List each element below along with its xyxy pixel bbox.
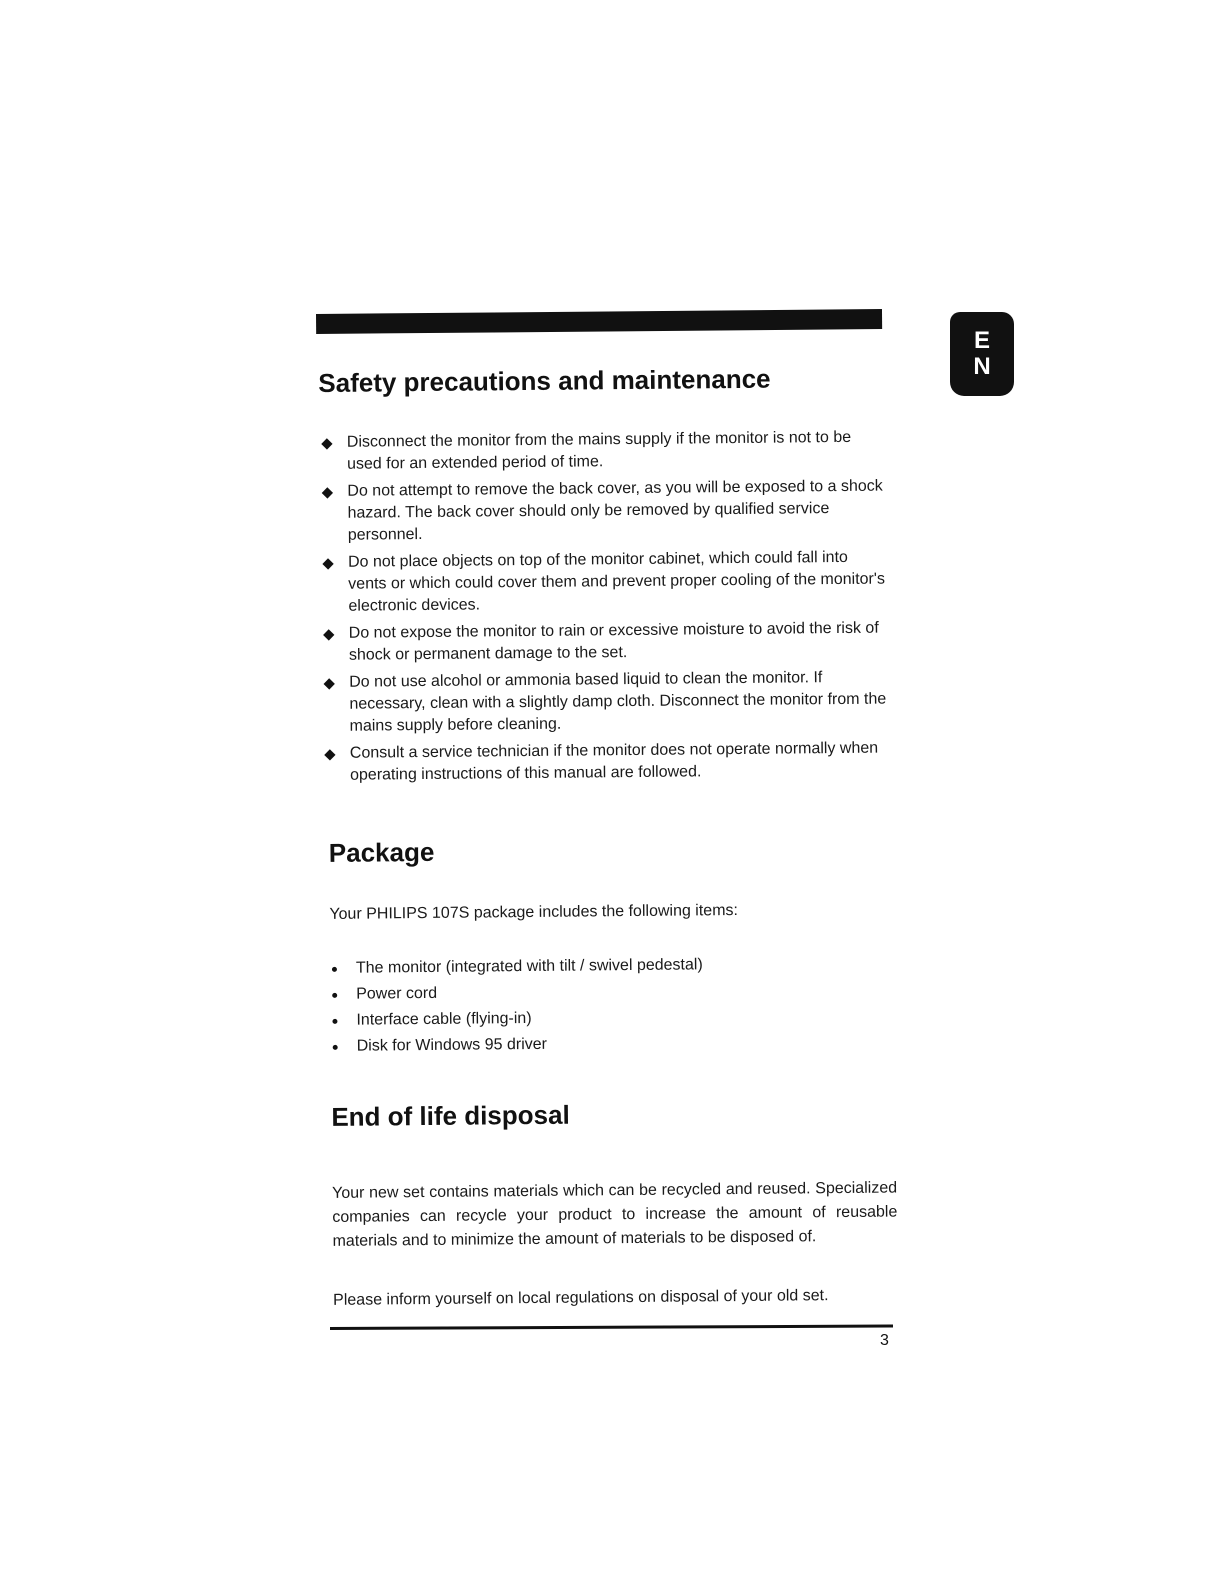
diamond-bullet-icon xyxy=(323,629,334,640)
safety-item-text: Do not attempt to remove the back cover, as you will be exposed to a shock hazard. The back cover should only be removed by qualified service personnel. xyxy=(347,477,883,544)
package-intro: Your PHILIPS 107S package includes the following items: xyxy=(329,901,739,923)
package-heading: Package xyxy=(328,836,435,868)
language-tab xyxy=(950,312,1014,396)
package-item xyxy=(330,1004,703,1034)
package-item-text: Disk for Windows 95 driver xyxy=(356,1035,548,1055)
safety-list xyxy=(319,427,892,792)
safety-heading: Safety precautions and maintenance xyxy=(318,363,771,398)
disposal-paragraph: Your new set contains materials which can be recycled and reused. Specialized companies can recycle your product to increase the amount of reusable materials and to minimize the amount of materials to be disposed of. xyxy=(332,1179,898,1250)
safety-item xyxy=(319,427,889,476)
bullet-dot-icon xyxy=(332,1019,337,1024)
diamond-bullet-icon xyxy=(321,438,332,449)
package-item-text: The monitor (integrated with tilt / swivel pedestal) xyxy=(355,956,703,977)
bullet-dot-icon xyxy=(332,993,337,998)
safety-item-text: Do not place objects on top of the monitor cabinet, which could fall into vents or which could cover them and prevent proper cooling of the monitor's electronic devices. xyxy=(347,548,885,615)
package-item xyxy=(330,952,703,982)
disposal-heading: End of life disposal xyxy=(331,1099,570,1132)
safety-item-text: Consult a service technician if the monitor does not operate normally when operating instructions of this manual are followed. xyxy=(349,739,879,784)
safety-item xyxy=(322,738,892,787)
safety-item xyxy=(321,667,892,738)
package-item xyxy=(331,1030,704,1060)
page-content xyxy=(318,344,898,1309)
package-list xyxy=(330,952,704,1060)
diamond-bullet-icon xyxy=(324,678,335,689)
package-item xyxy=(330,978,703,1008)
diamond-bullet-icon xyxy=(324,749,335,760)
top-rule xyxy=(316,309,882,334)
language-tab-letter: N xyxy=(973,353,991,380)
bullet-dot-icon xyxy=(332,967,337,972)
bullet-dot-icon xyxy=(333,1045,338,1050)
package-item-text: Power cord xyxy=(356,984,438,1003)
disposal-note: Please inform yourself on local regulations on disposal of your old set. xyxy=(333,1287,829,1309)
page-number: 3 xyxy=(880,1332,889,1349)
safety-item xyxy=(321,618,891,667)
safety-item xyxy=(320,547,891,618)
safety-item xyxy=(319,476,890,547)
diamond-bullet-icon xyxy=(322,558,333,569)
language-tab-letter: E xyxy=(973,327,990,354)
bottom-rule xyxy=(330,1325,893,1330)
safety-item-text: Disconnect the monitor from the mains supply if the monitor is not to be used for an extended period of time. xyxy=(346,428,852,473)
package-item-text: Interface cable (flying-in) xyxy=(356,1009,532,1029)
diamond-bullet-icon xyxy=(322,487,333,498)
safety-item-text: Do not expose the monitor to rain or excessive moisture to avoid the risk of shock or permanent damage to the set. xyxy=(348,619,879,664)
safety-item-text: Do not use alcohol or ammonia based liquid to clean the monitor. If necessary, clean with a slightly damp cloth. Disconnect the monitor from the mains supply before cleaning. xyxy=(349,669,887,735)
